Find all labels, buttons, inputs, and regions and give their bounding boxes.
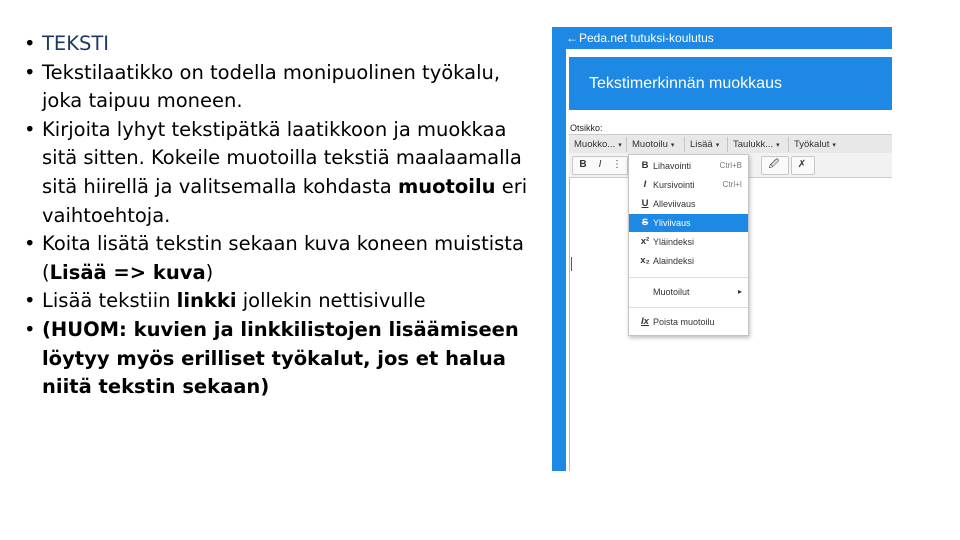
more-icon[interactable]: ⋮ bbox=[612, 159, 622, 170]
italic-icon: I bbox=[643, 179, 647, 190]
menu-item-formats[interactable]: Muotoilut ▸ bbox=[629, 283, 748, 301]
page-header bbox=[569, 57, 892, 110]
menu-edit[interactable]: Muokko... ▾ bbox=[574, 139, 622, 150]
bullet-text: (HUOM: kuvien ja linkkilistojen lisäämiseen löytyy myös erilliset työkalut, jos et halua niitä tekstin sekaan) bbox=[42, 317, 519, 399]
site-topbar bbox=[552, 27, 892, 49]
bullet-text: Lisää tekstiin bbox=[42, 289, 177, 313]
text-cursor bbox=[571, 257, 572, 271]
bullet-text: Lisää => kuva bbox=[49, 260, 206, 284]
bullet-item bbox=[24, 116, 529, 230]
bullet-text: jollekin nettisivulle bbox=[236, 289, 426, 313]
menu-item-underline[interactable]: U Alleviivaus bbox=[629, 195, 748, 213]
link-icon[interactable]: 🖉 bbox=[768, 159, 780, 170]
menu-item-strikethrough[interactable]: S Yliviivaus bbox=[629, 214, 748, 232]
bold-icon: B bbox=[641, 160, 649, 171]
underline-icon: U bbox=[641, 198, 649, 209]
menu-table[interactable]: Taulukk... ▾ bbox=[733, 139, 780, 150]
bullet-text: Tekstilaatikko on todella monipuolinen työkalu, joka taipuu moneen. bbox=[42, 60, 501, 113]
format-dropdown-menu bbox=[628, 154, 749, 336]
menu-item-superscript[interactable]: x² Yläindeksi bbox=[629, 233, 748, 251]
bullet-item bbox=[24, 287, 529, 316]
menu-insert[interactable]: Lisää ▾ bbox=[690, 139, 720, 150]
clear-format-icon: Ix bbox=[641, 316, 649, 327]
menu-format[interactable]: Muotoilu ▾ bbox=[632, 139, 675, 150]
superscript-icon: x² bbox=[640, 236, 650, 247]
subscript-icon: x₂ bbox=[640, 255, 650, 266]
back-arrow-icon[interactable]: ← bbox=[566, 31, 578, 45]
bullet-text: Koita lisätä tekstin sekaan kuva koneen muistista ( bbox=[42, 232, 524, 284]
left-blue-edge bbox=[552, 27, 566, 471]
bullet-text: TEKSTI bbox=[42, 32, 110, 55]
editor-menubar bbox=[569, 134, 892, 155]
strikethrough-icon: S bbox=[641, 217, 649, 228]
bullet-item bbox=[24, 316, 529, 402]
chevron-right-icon: ▸ bbox=[737, 287, 742, 296]
bullet-item bbox=[24, 59, 529, 116]
bullet-item bbox=[24, 230, 529, 287]
instruction-list bbox=[24, 30, 529, 402]
bullet-item bbox=[24, 30, 529, 59]
title-field-label: Otsikko: bbox=[570, 123, 603, 133]
bullet-text: muotoilu bbox=[397, 174, 496, 198]
page-title: Tekstimerkinnän muokkaus bbox=[589, 75, 782, 92]
menu-item-italic[interactable]: I Kursivointi Ctrl+I bbox=[629, 176, 748, 194]
unlink-icon[interactable]: ✗ bbox=[797, 159, 807, 170]
italic-icon[interactable]: I bbox=[598, 159, 602, 170]
menu-item-clear-formatting[interactable]: Ix Poista muotoilu bbox=[629, 313, 748, 331]
editor-screenshot bbox=[552, 27, 892, 471]
menu-tools[interactable]: Työkalut ▾ bbox=[794, 139, 836, 150]
bullet-text: ) bbox=[205, 260, 214, 284]
breadcrumb[interactable]: Peda.net tutuksi-koulutus bbox=[579, 31, 714, 45]
bullet-text: eri vaihtoehtoja. bbox=[42, 174, 528, 227]
menu-item-subscript[interactable]: x₂ Alaindeksi bbox=[629, 252, 748, 270]
bold-icon[interactable]: B bbox=[579, 159, 587, 170]
bullet-text: Kirjoita lyhyt tekstipätkä laatikkoon ja muokkaa sitä sitten. Kokeile muotoilla tekstiä maalaamalla sitä hiirellä ja valitsemalla kohdasta bbox=[42, 117, 522, 198]
bullet-text: linkki bbox=[176, 289, 237, 313]
menu-item-bold[interactable]: B Lihavointi Ctrl+B bbox=[629, 157, 748, 175]
